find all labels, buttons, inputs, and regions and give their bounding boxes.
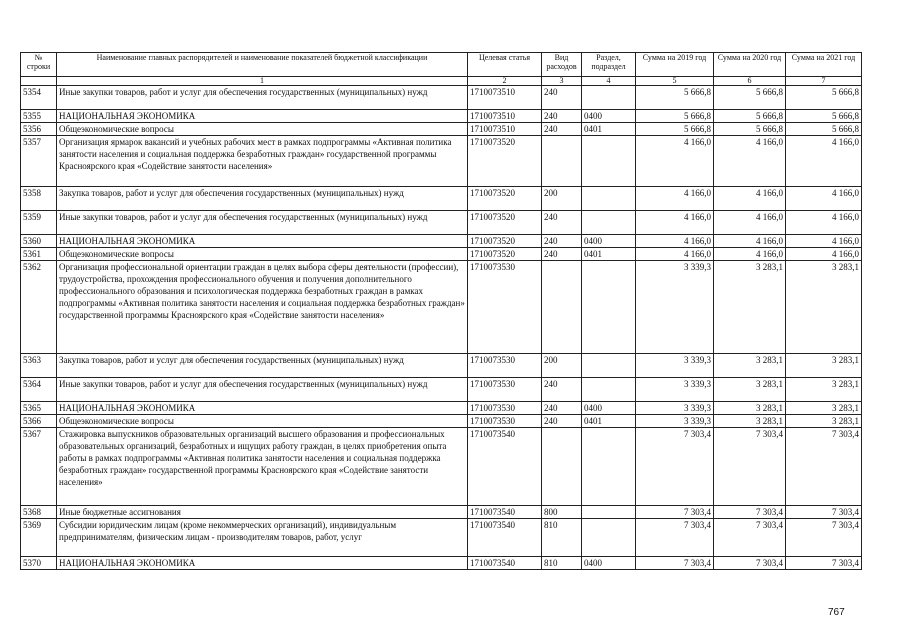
table-row bbox=[21, 557, 862, 570]
sum-2020: 3 283,1 bbox=[714, 402, 786, 415]
table-row bbox=[21, 235, 862, 248]
header-row-number: № строки bbox=[21, 53, 57, 77]
sum-2021: 7 303,4 bbox=[786, 506, 862, 519]
sum-2021: 5 666,8 bbox=[786, 110, 862, 123]
expense-type: 240 bbox=[542, 235, 582, 248]
header-expense-type: Вид расходов bbox=[542, 53, 582, 77]
sum-2020: 4 166,0 bbox=[714, 235, 786, 248]
expense-type: 240 bbox=[542, 123, 582, 136]
section-code bbox=[582, 136, 636, 187]
table-row bbox=[21, 211, 862, 235]
sum-2021: 7 303,4 bbox=[786, 519, 862, 557]
sum-2019: 7 303,4 bbox=[636, 428, 714, 506]
sum-2019: 5 666,8 bbox=[636, 86, 714, 110]
sum-2021: 5 666,8 bbox=[786, 86, 862, 110]
sum-2021: 3 283,1 bbox=[786, 378, 862, 402]
section-code bbox=[582, 261, 636, 354]
table-row bbox=[21, 354, 862, 378]
page-number: 767 bbox=[828, 607, 845, 618]
sum-2020: 7 303,4 bbox=[714, 557, 786, 570]
row-name: Субсидии юридическим лицам (кроме некоммерческих организаций), индивидуальным предпринимателям, физическим лицам - производителям товаров, работ, услуг bbox=[57, 519, 468, 557]
sum-2019: 3 339,3 bbox=[636, 261, 714, 354]
sum-2019: 4 166,0 bbox=[636, 187, 714, 211]
header-sum-2019: Сумма на 2019 год bbox=[636, 53, 714, 77]
sum-2020: 4 166,0 bbox=[714, 136, 786, 187]
table-row bbox=[21, 261, 862, 354]
row-name: Иные закупки товаров, работ и услуг для обеспечения государственных (муниципальных) нужд bbox=[57, 86, 468, 110]
row-number: 5367 bbox=[21, 428, 57, 506]
target-article: 1710073530 bbox=[468, 402, 542, 415]
sum-2020: 3 283,1 bbox=[714, 354, 786, 378]
budget-table bbox=[20, 52, 862, 570]
sum-2020: 3 283,1 bbox=[714, 378, 786, 402]
expense-type: 200 bbox=[542, 354, 582, 378]
table-row bbox=[21, 415, 862, 428]
target-article: 1710073530 bbox=[468, 415, 542, 428]
section-code: 0400 bbox=[582, 402, 636, 415]
row-name: Общеэкономические вопросы bbox=[57, 248, 468, 261]
sum-2019: 3 339,3 bbox=[636, 415, 714, 428]
col-number: 5 bbox=[636, 77, 714, 86]
sum-2019: 4 166,0 bbox=[636, 211, 714, 235]
expense-type: 200 bbox=[542, 187, 582, 211]
section-code: 0400 bbox=[582, 557, 636, 570]
target-article: 1710073510 bbox=[468, 110, 542, 123]
column-number-row bbox=[21, 77, 862, 86]
target-article: 1710073530 bbox=[468, 354, 542, 378]
table-row bbox=[21, 428, 862, 506]
target-article: 1710073520 bbox=[468, 248, 542, 261]
sum-2021: 3 283,1 bbox=[786, 261, 862, 354]
target-article: 1710073540 bbox=[468, 506, 542, 519]
sum-2021: 4 166,0 bbox=[786, 136, 862, 187]
table-row bbox=[21, 378, 862, 402]
table-row bbox=[21, 123, 862, 136]
row-number: 5365 bbox=[21, 402, 57, 415]
header-sum-2021: Сумма на 2021 год bbox=[786, 53, 862, 77]
sum-2020: 4 166,0 bbox=[714, 187, 786, 211]
sum-2021: 4 166,0 bbox=[786, 211, 862, 235]
section-code bbox=[582, 378, 636, 402]
sum-2021: 4 166,0 bbox=[786, 248, 862, 261]
col-number: 7 bbox=[786, 77, 862, 86]
row-name: Иные закупки товаров, работ и услуг для обеспечения государственных (муниципальных) нужд bbox=[57, 378, 468, 402]
sum-2020: 5 666,8 bbox=[714, 123, 786, 136]
sum-2020: 4 166,0 bbox=[714, 211, 786, 235]
sum-2019: 4 166,0 bbox=[636, 136, 714, 187]
table-row bbox=[21, 402, 862, 415]
row-number: 5358 bbox=[21, 187, 57, 211]
sum-2019: 5 666,8 bbox=[636, 110, 714, 123]
row-name: Иные бюджетные ассигнования bbox=[57, 506, 468, 519]
sum-2021: 7 303,4 bbox=[786, 428, 862, 506]
expense-type: 240 bbox=[542, 211, 582, 235]
row-name: НАЦИОНАЛЬНАЯ ЭКОНОМИКА bbox=[57, 235, 468, 248]
sum-2021: 3 283,1 bbox=[786, 354, 862, 378]
target-article: 1710073520 bbox=[468, 136, 542, 187]
col-number: 4 bbox=[582, 77, 636, 86]
sum-2021: 4 166,0 bbox=[786, 235, 862, 248]
row-number: 5361 bbox=[21, 248, 57, 261]
header-sum-2020: Сумма на 2020 год bbox=[714, 53, 786, 77]
expense-type: 240 bbox=[542, 402, 582, 415]
section-code: 0401 bbox=[582, 415, 636, 428]
sum-2021: 3 283,1 bbox=[786, 415, 862, 428]
target-article: 1710073540 bbox=[468, 428, 542, 506]
row-number: 5366 bbox=[21, 415, 57, 428]
sum-2019: 7 303,4 bbox=[636, 557, 714, 570]
header-name: Наименование главных распорядителей и наименование показателей бюджетной классификации bbox=[57, 53, 468, 77]
expense-type: 240 bbox=[542, 110, 582, 123]
sum-2020: 3 283,1 bbox=[714, 415, 786, 428]
target-article: 1710073540 bbox=[468, 519, 542, 557]
section-code bbox=[582, 428, 636, 506]
expense-type: 240 bbox=[542, 86, 582, 110]
sum-2021: 3 283,1 bbox=[786, 402, 862, 415]
sum-2020: 5 666,8 bbox=[714, 86, 786, 110]
target-article: 1710073510 bbox=[468, 86, 542, 110]
row-name: Общеэкономические вопросы bbox=[57, 123, 468, 136]
row-number: 5363 bbox=[21, 354, 57, 378]
section-code bbox=[582, 86, 636, 110]
row-number: 5356 bbox=[21, 123, 57, 136]
row-number: 5359 bbox=[21, 211, 57, 235]
table-row bbox=[21, 187, 862, 211]
expense-type: 240 bbox=[542, 378, 582, 402]
expense-type: 810 bbox=[542, 557, 582, 570]
col-number: 1 bbox=[57, 77, 468, 86]
section-code bbox=[582, 354, 636, 378]
section-code bbox=[582, 519, 636, 557]
section-code: 0401 bbox=[582, 123, 636, 136]
row-name: Закупка товаров, работ и услуг для обеспечения государственных (муниципальных) нужд bbox=[57, 354, 468, 378]
sum-2020: 4 166,0 bbox=[714, 248, 786, 261]
section-code: 0401 bbox=[582, 248, 636, 261]
row-name: НАЦИОНАЛЬНАЯ ЭКОНОМИКА bbox=[57, 110, 468, 123]
target-article: 1710073520 bbox=[468, 211, 542, 235]
target-article: 1710073540 bbox=[468, 557, 542, 570]
expense-type: 240 bbox=[542, 415, 582, 428]
expense-type bbox=[542, 136, 582, 187]
row-number: 5368 bbox=[21, 506, 57, 519]
sum-2020: 7 303,4 bbox=[714, 506, 786, 519]
section-code: 0400 bbox=[582, 235, 636, 248]
table-row bbox=[21, 86, 862, 110]
row-name: Закупка товаров, работ и услуг для обеспечения государственных (муниципальных) нужд bbox=[57, 187, 468, 211]
col-number bbox=[21, 77, 57, 86]
row-number: 5357 bbox=[21, 136, 57, 187]
row-number: 5362 bbox=[21, 261, 57, 354]
row-number: 5364 bbox=[21, 378, 57, 402]
table-row bbox=[21, 519, 862, 557]
row-number: 5370 bbox=[21, 557, 57, 570]
sum-2019: 3 339,3 bbox=[636, 402, 714, 415]
sum-2021: 4 166,0 bbox=[786, 187, 862, 211]
table-row bbox=[21, 110, 862, 123]
col-number: 6 bbox=[714, 77, 786, 86]
sum-2019: 5 666,8 bbox=[636, 123, 714, 136]
row-name: НАЦИОНАЛЬНАЯ ЭКОНОМИКА bbox=[57, 557, 468, 570]
header-section: Раздел, подраздел bbox=[582, 53, 636, 77]
target-article: 1710073520 bbox=[468, 235, 542, 248]
sum-2019: 7 303,4 bbox=[636, 506, 714, 519]
sum-2020: 7 303,4 bbox=[714, 428, 786, 506]
sum-2021: 5 666,8 bbox=[786, 123, 862, 136]
target-article: 1710073530 bbox=[468, 378, 542, 402]
sum-2020: 7 303,4 bbox=[714, 519, 786, 557]
section-code bbox=[582, 506, 636, 519]
expense-type: 240 bbox=[542, 248, 582, 261]
sum-2020: 3 283,1 bbox=[714, 261, 786, 354]
row-name: Общеэкономические вопросы bbox=[57, 415, 468, 428]
table-row bbox=[21, 506, 862, 519]
row-number: 5360 bbox=[21, 235, 57, 248]
table-row bbox=[21, 248, 862, 261]
sum-2019: 7 303,4 bbox=[636, 519, 714, 557]
row-number: 5354 bbox=[21, 86, 57, 110]
row-name: Стажировка выпускников образовательных организаций высшего образования и профессиональных образовательных организаций, безработных и ищущих работу граждан, в целях приобретения опыта работы в рамках подпрограммы «Активная политика занятости населения и социальная поддержка безработных граждан» государственной программы Красноярского края «Содействие занятости населения» bbox=[57, 428, 468, 506]
sum-2019: 3 339,3 bbox=[636, 354, 714, 378]
target-article: 1710073520 bbox=[468, 187, 542, 211]
col-number: 2 bbox=[468, 77, 542, 86]
sum-2020: 5 666,8 bbox=[714, 110, 786, 123]
row-name: Организация ярмарок вакансий и учебных рабочих мест в рамках подпрограммы «Активная политика занятости населения и социальная поддержка безработных граждан» государственной программы Красноярского края «Содействие занятости населения» bbox=[57, 136, 468, 187]
target-article: 1710073510 bbox=[468, 123, 542, 136]
sum-2019: 4 166,0 bbox=[636, 248, 714, 261]
row-name: НАЦИОНАЛЬНАЯ ЭКОНОМИКА bbox=[57, 402, 468, 415]
row-number: 5369 bbox=[21, 519, 57, 557]
sum-2019: 3 339,3 bbox=[636, 378, 714, 402]
sum-2019: 4 166,0 bbox=[636, 235, 714, 248]
col-number: 3 bbox=[542, 77, 582, 86]
expense-type bbox=[542, 428, 582, 506]
row-name: Организация профессиональной ориентации граждан в целях выбора сферы деятельности (профессии), трудоустройства, прохождения профессионального обучения и получения дополнительного профессионального образования и психологическая поддержка безработных граждан в рамках подпрограммы «Активная политика занятости населения и социальная поддержка безработных граждан» государственной программы Красноярского края «Содействие занятости населения» bbox=[57, 261, 468, 354]
table-row bbox=[21, 136, 862, 187]
header-target-article: Целевая статья bbox=[468, 53, 542, 77]
row-number: 5355 bbox=[21, 110, 57, 123]
section-code bbox=[582, 187, 636, 211]
row-name: Иные закупки товаров, работ и услуг для обеспечения государственных (муниципальных) нужд bbox=[57, 211, 468, 235]
expense-type: 800 bbox=[542, 506, 582, 519]
sum-2021: 7 303,4 bbox=[786, 557, 862, 570]
expense-type bbox=[542, 261, 582, 354]
target-article: 1710073530 bbox=[468, 261, 542, 354]
section-code bbox=[582, 211, 636, 235]
expense-type: 810 bbox=[542, 519, 582, 557]
section-code: 0400 bbox=[582, 110, 636, 123]
